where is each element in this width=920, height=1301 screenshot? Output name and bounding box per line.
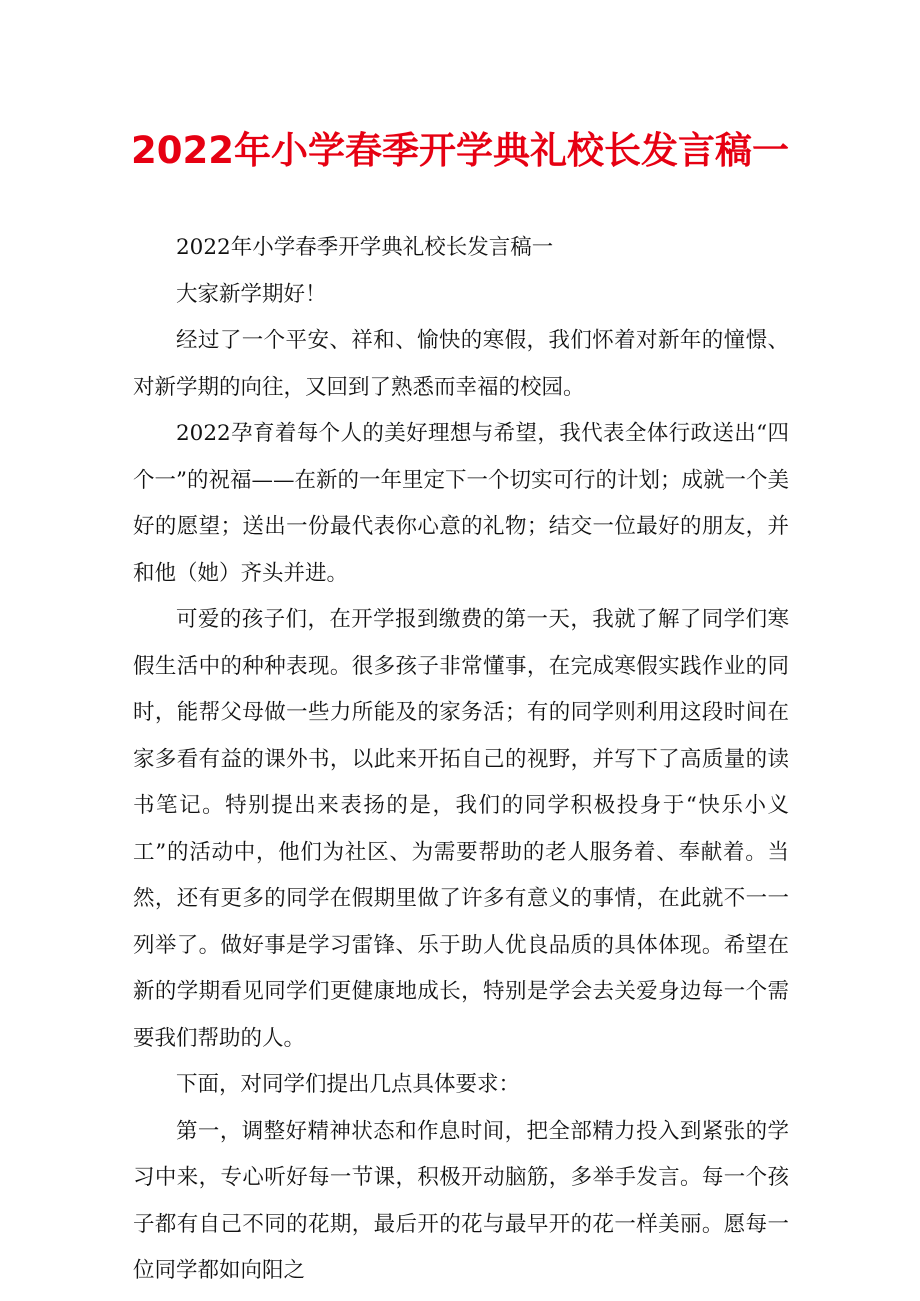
paragraph-wishes: 2022孕育着每个人的美好理想与希望，我代表全体行政送出“四个一”的祝福——在新的一年里定下一个切实可行的计划；成就一个美好的愿望；送出一份最代表你心意的礼物；结交一位最好的朋友，并和他（她）齐头并进。 [133,421,789,586]
paragraph-greeting: 大家新学期好！ [176,281,327,307]
paragraph-requirement-one: 第一，调整好精神状态和作息时间，把全部精力投入到紧张的学习中来，专心听好每一节课，积极开动脑筋，多举手发言。每一个孩子都有自己不同的花期，最后开的花与最早开的花一样美丽。愿每一位同学都如向阳之 [133,1118,789,1283]
paragraph-winter-break: 可爱的孩子们，在开学报到缴费的第一天，我就了解了同学们寒假生活中的种种表现。很多孩子非常懂事，在完成寒假实践作业的同时，能帮父母做一些力所能及的家务活；有的同学则利用这段时间在家多看有益的课外书，以此来开拓自己的视野，并写下了高质量的读书笔记。特别提出来表扬的是，我们的同学积极投身于“快乐小义工”的活动中，他们为社区、为需要帮助的老人服务着、奉献着。当然，还有更多的同学在假期里做了许多有意义的事情，在此就不一一列举了。做好事是学习雷锋、乐于助人优良品质的具体体现。希望在新的学期看见同学们更健康地成长，特别是学会去关爱身边每一个需要我们帮助的人。 [133,607,789,1051]
document-title: 2022年小学春季开学典礼校长发言稿一 [131,129,789,172]
paragraph-requirements-intro: 下面，对同学们提出几点具体要求： [176,1072,521,1097]
document-body [133,225,789,1295]
paragraph-subtitle: 2022年小学春季开学典礼校长发言稿一 [176,235,554,260]
paragraph-return: 经过了一个平安、祥和、愉快的寒假，我们怀着对新年的憧憬、对新学期的向往，又回到了熟悉而幸福的校园。 [133,328,789,400]
